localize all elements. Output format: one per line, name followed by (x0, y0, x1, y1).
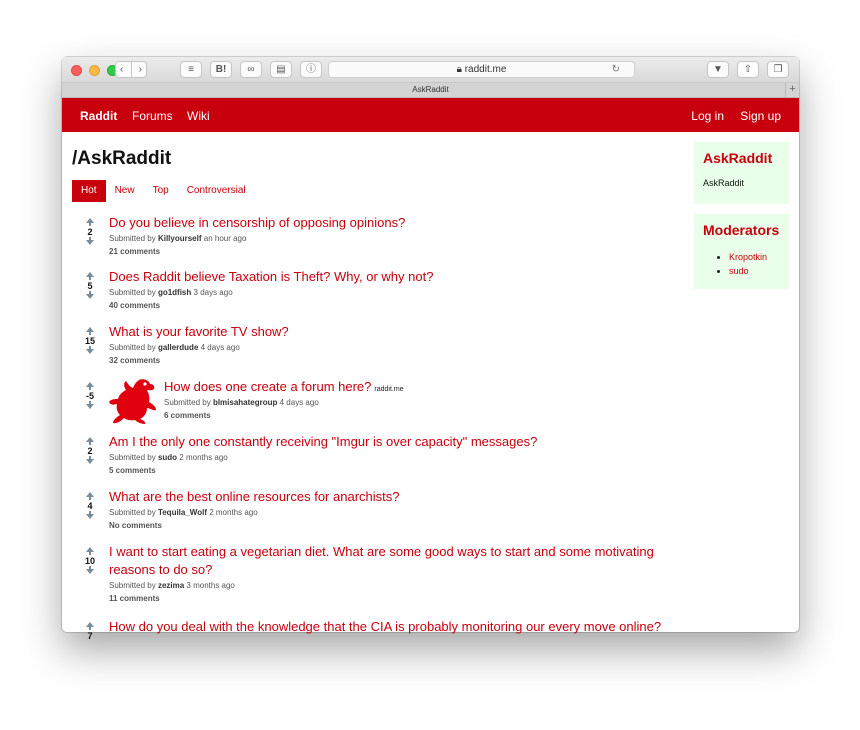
post-body (109, 323, 289, 365)
login-link[interactable]: Log in (691, 109, 724, 123)
post-score: 7 (87, 631, 93, 641)
submitted-label: Submitted by (164, 398, 211, 407)
reader-extension-icon[interactable]: ▤ (270, 61, 292, 78)
tab-title[interactable]: AskRaddit (412, 85, 449, 94)
comments-link[interactable]: 40 comments (109, 301, 161, 310)
post-author-link[interactable]: Tequila_Wolf (157, 508, 207, 517)
nav-forums-link[interactable]: Forums (132, 109, 173, 123)
post-time: 3 days ago (193, 288, 233, 297)
upvote-icon[interactable] (86, 547, 94, 552)
comments-link[interactable]: 5 comments (109, 466, 156, 475)
post-title-link[interactable] (109, 543, 654, 579)
post-time: 4 days ago (279, 398, 319, 407)
downvote-icon[interactable] (86, 294, 94, 299)
post-time: 4 days ago (200, 343, 240, 352)
window-controls (71, 65, 118, 76)
post-title-link[interactable]: How do you deal with the knowledge that the CIA is probably monitoring our every move online? (109, 619, 662, 634)
moderator-link[interactable]: sudo (729, 266, 749, 276)
signup-link[interactable]: Sign up (740, 109, 781, 123)
comments-link[interactable]: 21 comments (109, 247, 161, 256)
lock-icon: 🔒︎ (456, 64, 462, 75)
tab-controversial[interactable]: Controversial (186, 185, 246, 196)
site-navbar (62, 98, 799, 132)
tab-hot[interactable]: Hot (72, 180, 106, 202)
info-icon[interactable]: ⓘ (300, 61, 322, 78)
upvote-icon[interactable] (86, 437, 94, 442)
post-meta (109, 234, 405, 243)
upvote-icon[interactable] (86, 272, 94, 277)
comments-link[interactable]: 11 comments (109, 594, 160, 603)
back-forward-buttons[interactable] (115, 61, 147, 78)
submitted-label: Submitted by (109, 234, 156, 243)
post-score: 2 (87, 446, 93, 456)
page-content (62, 132, 799, 641)
post-time: an hour ago (203, 234, 247, 243)
vote-controls (80, 327, 100, 354)
post-body (109, 433, 537, 475)
new-tab-icon[interactable]: + (785, 83, 799, 97)
downvote-icon[interactable] (86, 404, 94, 409)
submitted-label: Submitted by (109, 581, 156, 590)
close-window-button[interactable] (71, 65, 82, 76)
downvote-icon[interactable] (86, 240, 94, 245)
post-title-line[interactable]: I want to start eating a vegetarian diet. What are some good ways to start and some motivating (109, 544, 654, 559)
post-title-link[interactable]: Does Raddit believe Taxation is Theft? Why, or why not? (109, 269, 434, 284)
comments-link[interactable]: 32 comments (109, 356, 161, 365)
moderator-link[interactable]: Kropotkin (729, 252, 768, 262)
post-title-link[interactable]: Am I the only one constantly receiving "Imgur is over capacity" messages? (109, 434, 538, 449)
downvote-icon[interactable] (86, 514, 94, 519)
post-title-line[interactable]: reasons to do so? (109, 562, 213, 577)
chevron-left-icon[interactable]: ‹ (120, 64, 124, 75)
post-score: 4 (87, 501, 93, 511)
submitted-label: Submitted by (109, 508, 156, 517)
submitted-label: Submitted by (109, 453, 156, 462)
comments-link[interactable]: 6 comments (164, 411, 211, 420)
post-score: 10 (84, 556, 95, 566)
post-meta (109, 343, 289, 352)
address-bar[interactable] (328, 61, 635, 78)
sidebar-forum-name[interactable]: AskRaddit (703, 150, 773, 166)
forum-info-box (694, 142, 789, 204)
downvote-icon[interactable] (86, 569, 94, 574)
vote-controls (80, 437, 100, 464)
vote-controls (80, 382, 100, 409)
submitted-label: Submitted by (109, 343, 156, 352)
post-author-link[interactable]: blmisahategroup (212, 398, 278, 407)
link-icon[interactable]: ∞ (240, 61, 262, 78)
list-item (729, 250, 780, 264)
post-body (109, 214, 405, 256)
nav-wiki-link[interactable]: Wiki (187, 109, 210, 123)
post-author-link[interactable]: gallerdude (157, 343, 199, 352)
moderators-box (694, 214, 789, 289)
browser-toolbar (62, 57, 799, 83)
moderator-list (729, 250, 780, 278)
vote-controls (80, 547, 100, 574)
post-author-link[interactable]: go1dfish (157, 288, 192, 297)
layers-icon[interactable]: ≡ (180, 61, 202, 78)
post-score: 5 (87, 281, 93, 291)
post-time: 2 months ago (209, 508, 258, 517)
post-meta (109, 453, 537, 462)
submitted-label: Submitted by (109, 288, 156, 297)
upvote-icon[interactable] (86, 492, 94, 497)
chevron-right-icon[interactable]: › (138, 64, 142, 75)
upvote-icon[interactable] (86, 622, 94, 627)
minimize-window-button[interactable] (89, 65, 100, 76)
download-icon[interactable]: ▼ (707, 61, 729, 78)
post-body (109, 488, 399, 530)
post-time: 3 months ago (186, 581, 235, 590)
upvote-icon[interactable] (86, 327, 94, 332)
list-item (729, 264, 780, 278)
post-meta (109, 288, 433, 297)
bookmark-extension-icon[interactable]: B! (210, 61, 232, 78)
post-meta (164, 398, 404, 407)
post-body (109, 543, 654, 603)
url-text: raddit.me (464, 64, 507, 75)
tab-new[interactable]: New (114, 185, 135, 196)
post-domain[interactable]: raddit.me (374, 386, 404, 393)
downvote-icon[interactable] (86, 349, 94, 354)
post-meta (109, 581, 654, 590)
post-body (164, 378, 404, 420)
post-author-link[interactable]: Killyourself (157, 234, 202, 243)
upvote-icon[interactable] (86, 218, 94, 223)
post-body (109, 268, 433, 310)
reload-icon[interactable]: ↻ (611, 64, 620, 75)
post-author-link[interactable]: sudo (157, 453, 178, 462)
sort-tabs (72, 180, 255, 202)
vote-controls (80, 218, 100, 245)
page-title: /AskRaddit (72, 148, 172, 169)
post-score: 2 (87, 227, 93, 237)
downvote-icon[interactable] (86, 459, 94, 464)
post-title-link[interactable]: Do you believe in censorship of opposing opinions? (109, 215, 406, 230)
moderators-heading: Moderators (703, 222, 780, 238)
post-title-link[interactable]: How does one create a forum here? (164, 379, 372, 394)
upvote-icon[interactable] (86, 382, 94, 387)
share-icon[interactable]: ⇧ (737, 61, 759, 78)
site-brand-link[interactable]: Raddit (80, 109, 118, 123)
browser-window (62, 57, 799, 641)
frog-logo-thumbnail[interactable] (109, 378, 157, 424)
sidebar-forum-description: AskRaddit (703, 178, 745, 188)
post-time: 2 months ago (179, 453, 228, 462)
tabs-overview-icon[interactable]: ❐ (767, 61, 789, 78)
vote-controls (80, 492, 100, 519)
post-meta (109, 508, 399, 517)
comments-link[interactable]: No comments (109, 521, 162, 530)
post-title-link[interactable]: What are the best online resources for anarchists? (109, 489, 400, 504)
post-author-link[interactable]: zezima (157, 581, 185, 590)
tab-bar (62, 83, 799, 98)
post-body (109, 618, 661, 636)
vote-controls (80, 622, 100, 641)
post-title-link[interactable]: What is your favorite TV show? (109, 324, 289, 339)
tab-top[interactable]: Top (152, 185, 169, 196)
post-score: -5 (85, 391, 94, 401)
vote-controls (80, 272, 100, 299)
post-score: 15 (84, 336, 95, 346)
